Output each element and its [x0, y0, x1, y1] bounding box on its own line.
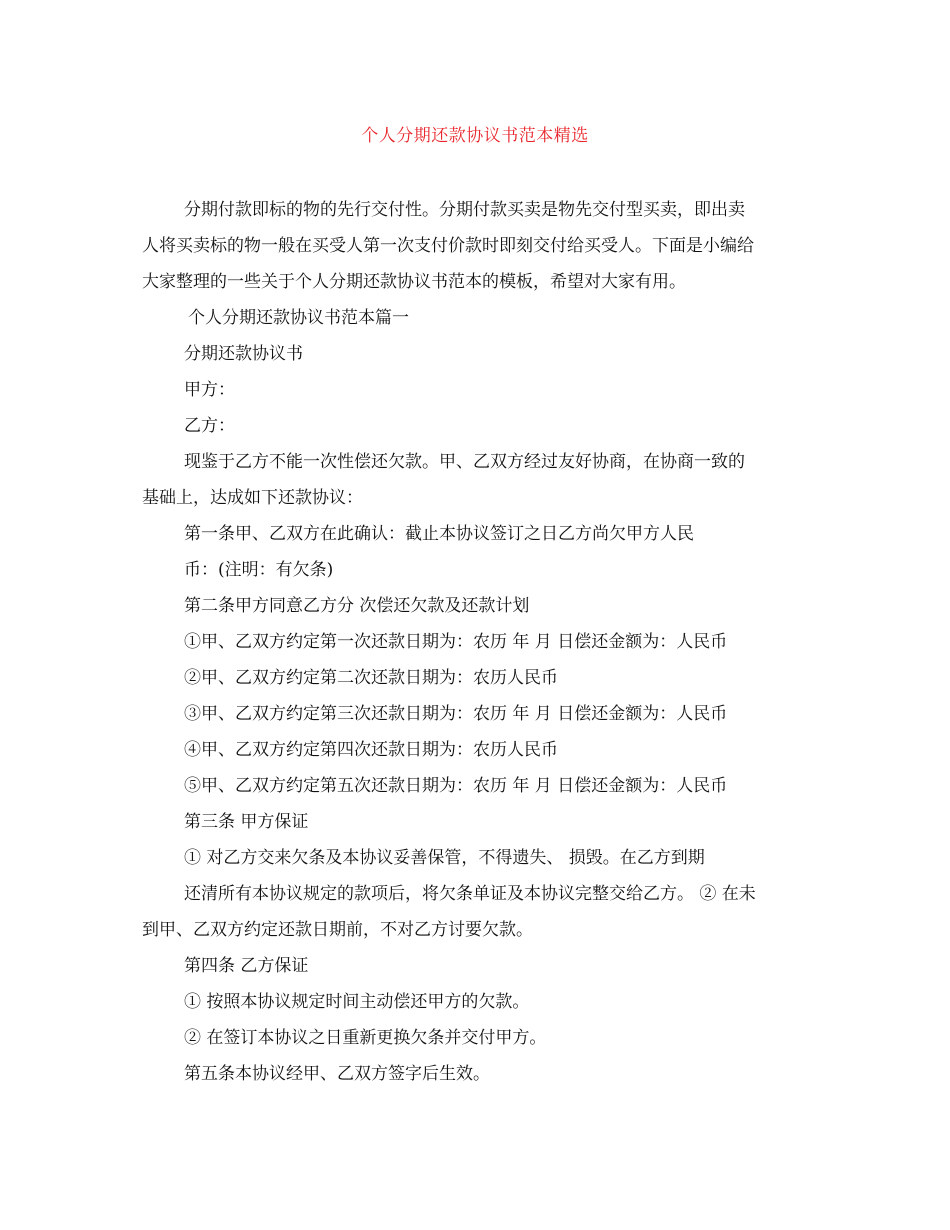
preamble-line-1: 现鉴于乙方不能一次性偿还欠款。甲、乙双方经过友好协商，在协商一致的	[184, 452, 745, 472]
article-3-item-1: ① 对乙方交来欠条及本协议妥善保管，不得遗失、 损毁。在乙方到期	[184, 848, 705, 868]
installment-item: ③甲、乙双方约定第三次还款日期为：农历 年 月 日偿还金额为：人民币	[184, 704, 728, 724]
installment-item: ②甲、乙双方约定第二次还款日期为：农历人民币	[184, 668, 558, 688]
intro-line-3: 大家整理的一些关于个人分期还款协议书范本的模板，希望对大家有用。	[142, 272, 686, 292]
installment-item: ①甲、乙双方约定第一次还款日期为：农历 年 月 日偿还金额为：人民币	[184, 632, 728, 652]
document-title: 个人分期还款协议书范本精选	[361, 126, 589, 146]
article-4: 第四条 乙方保证	[184, 956, 309, 976]
article-5: 第五条本协议经甲、乙双方签字后生效。	[184, 1064, 490, 1084]
installment-item: ④甲、乙双方约定第四次还款日期为：农历人民币	[184, 740, 558, 760]
party-b-label: 乙方：	[184, 416, 235, 436]
installment-item: ⑤甲、乙双方约定第五次还款日期为：农历 年 月 日偿还金额为：人民币	[184, 776, 728, 796]
party-a-label: 甲方：	[184, 380, 235, 400]
preamble-line-2: 基础上，达成如下还款协议：	[142, 488, 363, 508]
article-1-line-2: 币：(注明：有欠条)	[184, 560, 334, 580]
article-3: 第三条 甲方保证	[184, 812, 309, 832]
article-1-line-1: 第一条甲、乙双方在此确认：截止本协议签订之日乙方尚欠甲方人民	[184, 524, 694, 544]
article-2: 第二条甲方同意乙方分 次偿还欠款及还款计划	[184, 596, 530, 616]
article-4-item-2: ② 在签订本协议之日重新更换欠条并交付甲方。	[184, 1028, 547, 1048]
article-3-item-2-line-2: 到甲、乙双方约定还款日期前，不对乙方讨要欠款。	[142, 920, 533, 940]
agreement-title: 分期还款协议书	[184, 344, 303, 364]
intro-line-2: 人将买卖标的物一般在买受人第一次支付价款时即刻交付给买受人。下面是小编给	[142, 236, 754, 256]
article-3-item-2-line-1: 还清所有本协议规定的款项后，将欠条单证及本协议完整交给乙方。 ② 在未	[184, 884, 756, 904]
document-body	[142, 192, 814, 1092]
article-4-item-1: ① 按照本协议规定时间主动偿还甲方的欠款。	[184, 992, 530, 1012]
section-heading: 个人分期还款协议书范本篇一	[188, 308, 409, 328]
intro-line-1: 分期付款即标的物的先行交付性。分期付款买卖是物先交付型买卖，即出卖	[184, 200, 745, 220]
